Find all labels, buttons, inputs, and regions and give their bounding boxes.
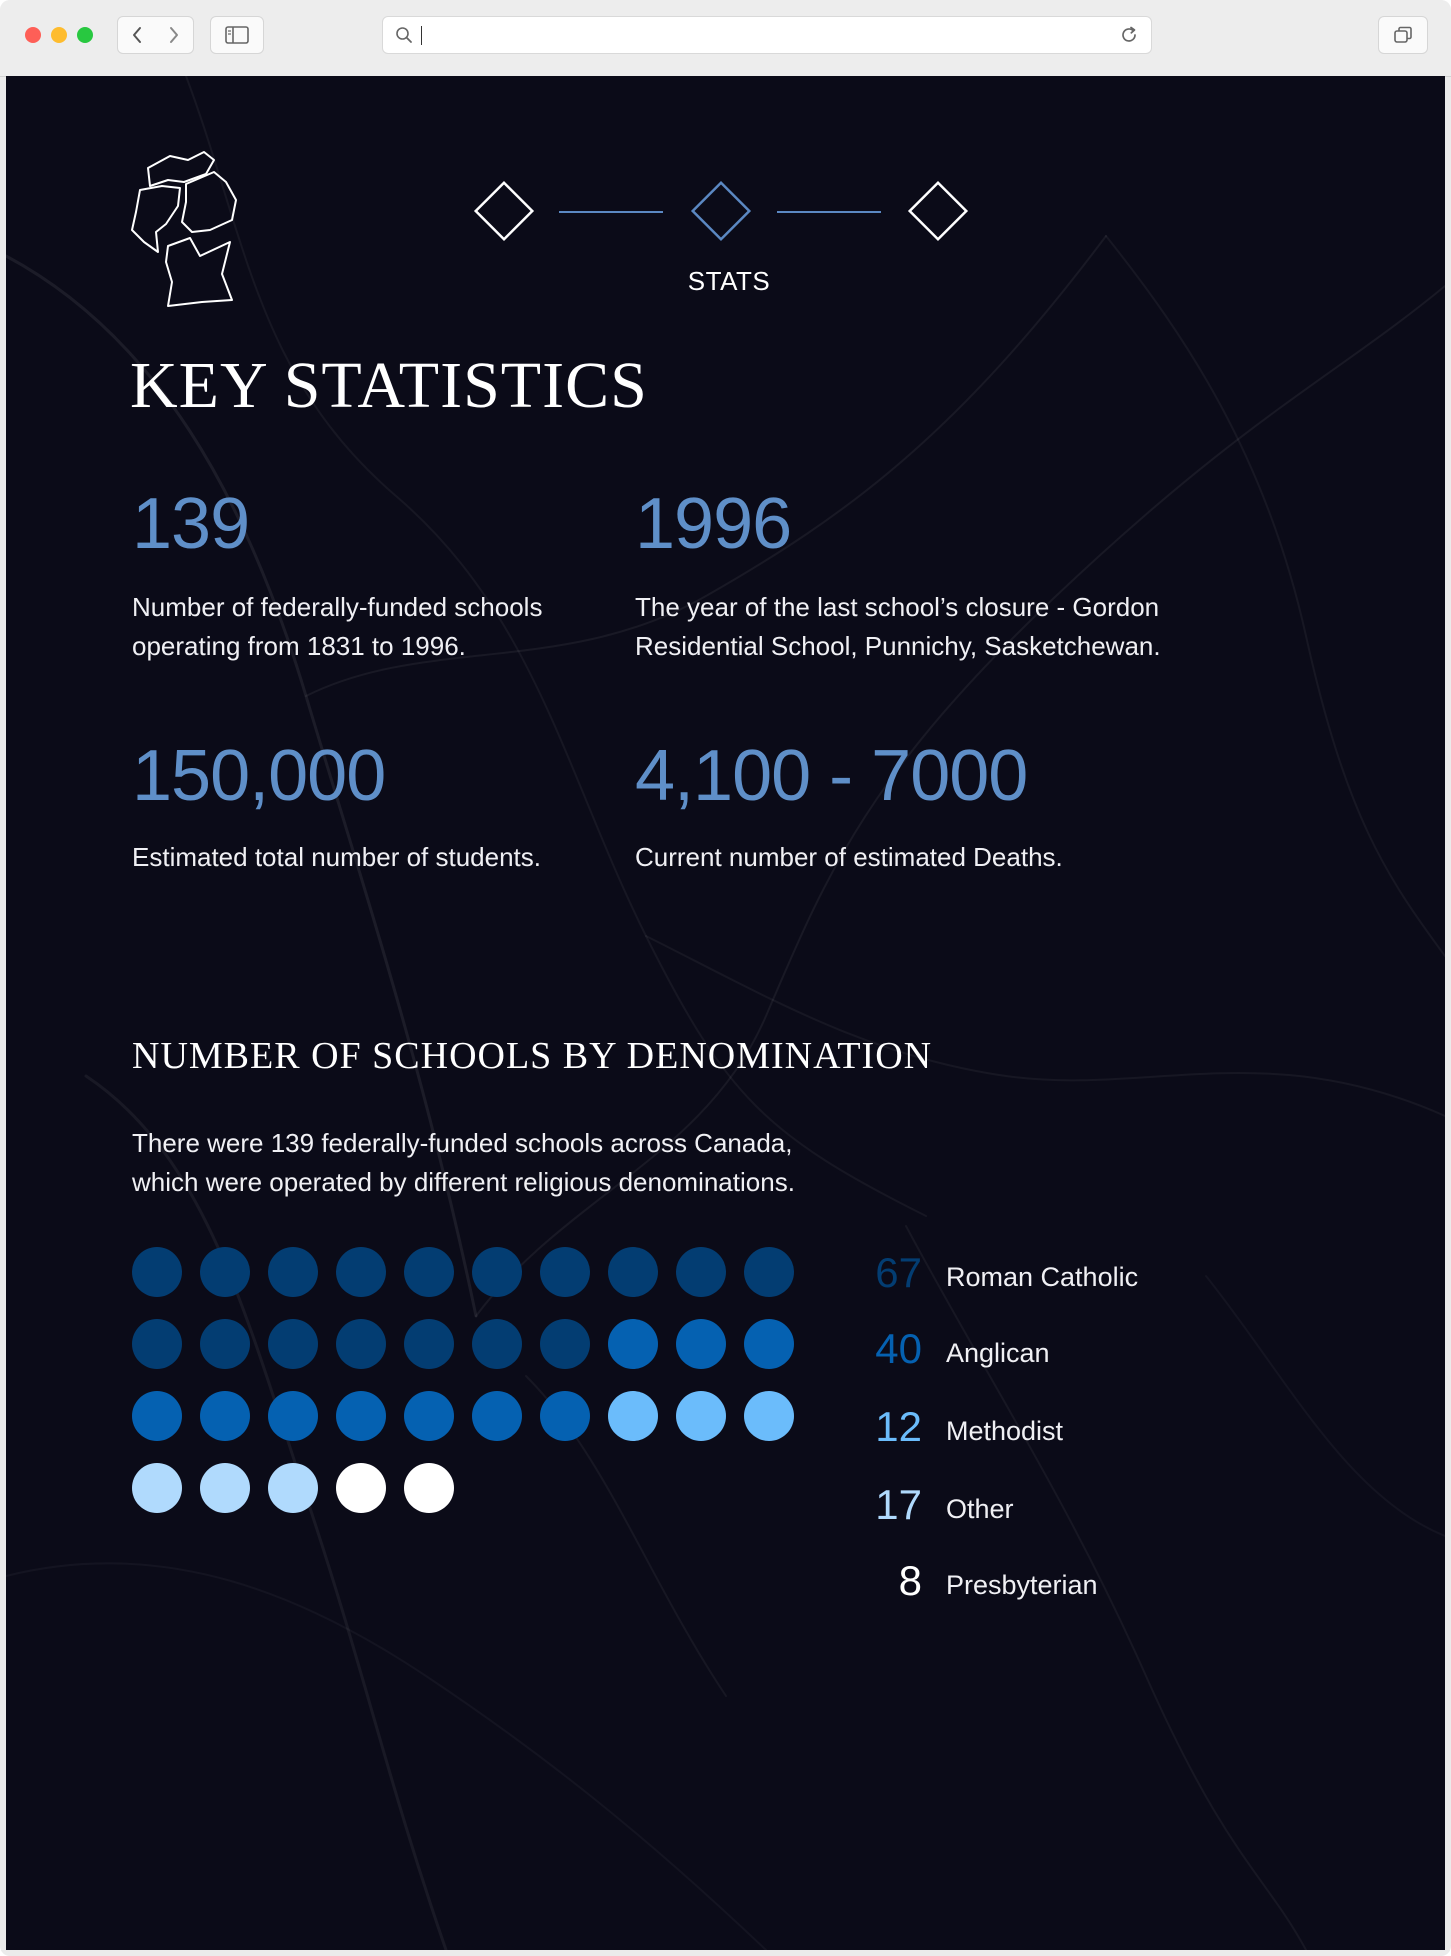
page-title: KEY STATISTICS: [130, 349, 648, 422]
dot-presbyterian: [336, 1463, 386, 1513]
step-connector-2: [777, 211, 881, 213]
legend-count: 17: [875, 1481, 922, 1528]
stat-number: 150,000: [132, 736, 386, 816]
chevron-right-icon: [168, 26, 180, 44]
dot-roman-catholic: [540, 1319, 590, 1369]
dot-anglican: [608, 1319, 658, 1369]
back-button[interactable]: [117, 16, 157, 54]
step-diamond-3[interactable]: [906, 179, 970, 243]
section-description: There were 139 federally-funded schools across Canada, which were operated by different religious denominations.: [132, 1128, 795, 1197]
logo-icon: [128, 150, 244, 308]
dot-anglican: [744, 1319, 794, 1369]
reload-icon[interactable]: [1119, 25, 1139, 45]
dot-roman-catholic: [268, 1319, 318, 1369]
address-bar[interactable]: [382, 16, 1152, 54]
stat-number: 4,100 - 7000: [635, 736, 1028, 816]
dot-roman-catholic: [608, 1247, 658, 1297]
text-caret: [421, 26, 422, 45]
tab-overview-button[interactable]: [1378, 16, 1428, 54]
dot-roman-catholic: [540, 1247, 590, 1297]
sidebar-toggle-button[interactable]: [210, 16, 264, 54]
stat-deaths: [635, 736, 1195, 877]
zoom-window-button[interactable]: [77, 27, 93, 43]
dot-presbyterian: [404, 1463, 454, 1513]
stat-description: Current number of estimated Deaths.: [635, 842, 1063, 872]
chevron-left-icon: [131, 26, 143, 44]
legend-item-roman-catholic: [846, 1245, 1266, 1301]
dot-anglican: [404, 1391, 454, 1441]
legend-label: Other: [946, 1494, 1014, 1524]
dot-anglican: [132, 1391, 182, 1441]
legend-label: Methodist: [946, 1416, 1064, 1446]
dot-anglican: [676, 1319, 726, 1369]
dot-anglican: [200, 1391, 250, 1441]
dot-roman-catholic: [404, 1319, 454, 1369]
stat-number: 139: [132, 484, 250, 564]
dot-roman-catholic: [132, 1319, 182, 1369]
stat-students: [132, 736, 692, 877]
stat-description: The year of the last school’s closure - Gordon Residential School, Punnichy, Sasketchewan.: [635, 592, 1161, 661]
dot-anglican: [540, 1391, 590, 1441]
dot-anglican: [472, 1391, 522, 1441]
dot-other: [132, 1463, 182, 1513]
dot-roman-catholic: [200, 1319, 250, 1369]
close-window-button[interactable]: [25, 27, 41, 43]
stat-description: Number of federally-funded schools operating from 1831 to 1996.: [132, 592, 543, 661]
legend-item-presbyterian: [846, 1553, 1266, 1609]
dot-methodist: [676, 1391, 726, 1441]
legend-count: 40: [875, 1325, 922, 1372]
dot-roman-catholic: [268, 1247, 318, 1297]
sidebar-icon: [225, 26, 249, 44]
dot-roman-catholic: [676, 1247, 726, 1297]
step-label-stats: STATS: [687, 266, 771, 296]
dot-methodist: [608, 1391, 658, 1441]
dot-roman-catholic: [336, 1247, 386, 1297]
page-content: [6, 76, 1445, 1950]
search-icon: [395, 26, 413, 44]
stat-last-closure: [635, 484, 1195, 666]
section-stepper: [472, 179, 990, 259]
stat-description: Estimated total number of students.: [132, 842, 541, 872]
dot-roman-catholic: [132, 1247, 182, 1297]
browser-toolbar: [0, 0, 1451, 77]
legend-label: Roman Catholic: [946, 1262, 1139, 1292]
dot-roman-catholic: [336, 1319, 386, 1369]
legend-count: 67: [875, 1249, 922, 1296]
legend-item-other: [846, 1477, 1266, 1533]
dot-anglican: [268, 1391, 318, 1441]
tab-overview-icon: [1393, 26, 1413, 44]
dot-other: [200, 1463, 250, 1513]
section-title: NUMBER OF SCHOOLS BY DENOMINATION: [132, 1035, 933, 1077]
step-diamond-1[interactable]: [472, 179, 536, 243]
dot-roman-catholic: [472, 1247, 522, 1297]
step-connector-1: [559, 211, 663, 213]
stat-number: 1996: [635, 484, 792, 564]
legend-item-anglican: [846, 1321, 1266, 1377]
dot-roman-catholic: [744, 1247, 794, 1297]
dot-roman-catholic: [404, 1247, 454, 1297]
step-diamond-2-active[interactable]: [689, 179, 753, 243]
forward-button[interactable]: [155, 16, 194, 54]
url-input[interactable]: [427, 21, 1091, 51]
dot-methodist: [744, 1391, 794, 1441]
legend-count: 8: [898, 1557, 922, 1604]
dot-anglican: [336, 1391, 386, 1441]
dot-roman-catholic: [200, 1247, 250, 1297]
legend-count: 12: [875, 1403, 922, 1450]
denomination-dot-chart: [132, 1247, 812, 1527]
legend-item-methodist: [846, 1399, 1266, 1455]
minimize-window-button[interactable]: [51, 27, 67, 43]
dot-roman-catholic: [472, 1319, 522, 1369]
stat-schools: [132, 484, 692, 666]
legend-label: Presbyterian: [946, 1570, 1098, 1600]
dot-other: [268, 1463, 318, 1513]
legend-label: Anglican: [946, 1338, 1050, 1368]
